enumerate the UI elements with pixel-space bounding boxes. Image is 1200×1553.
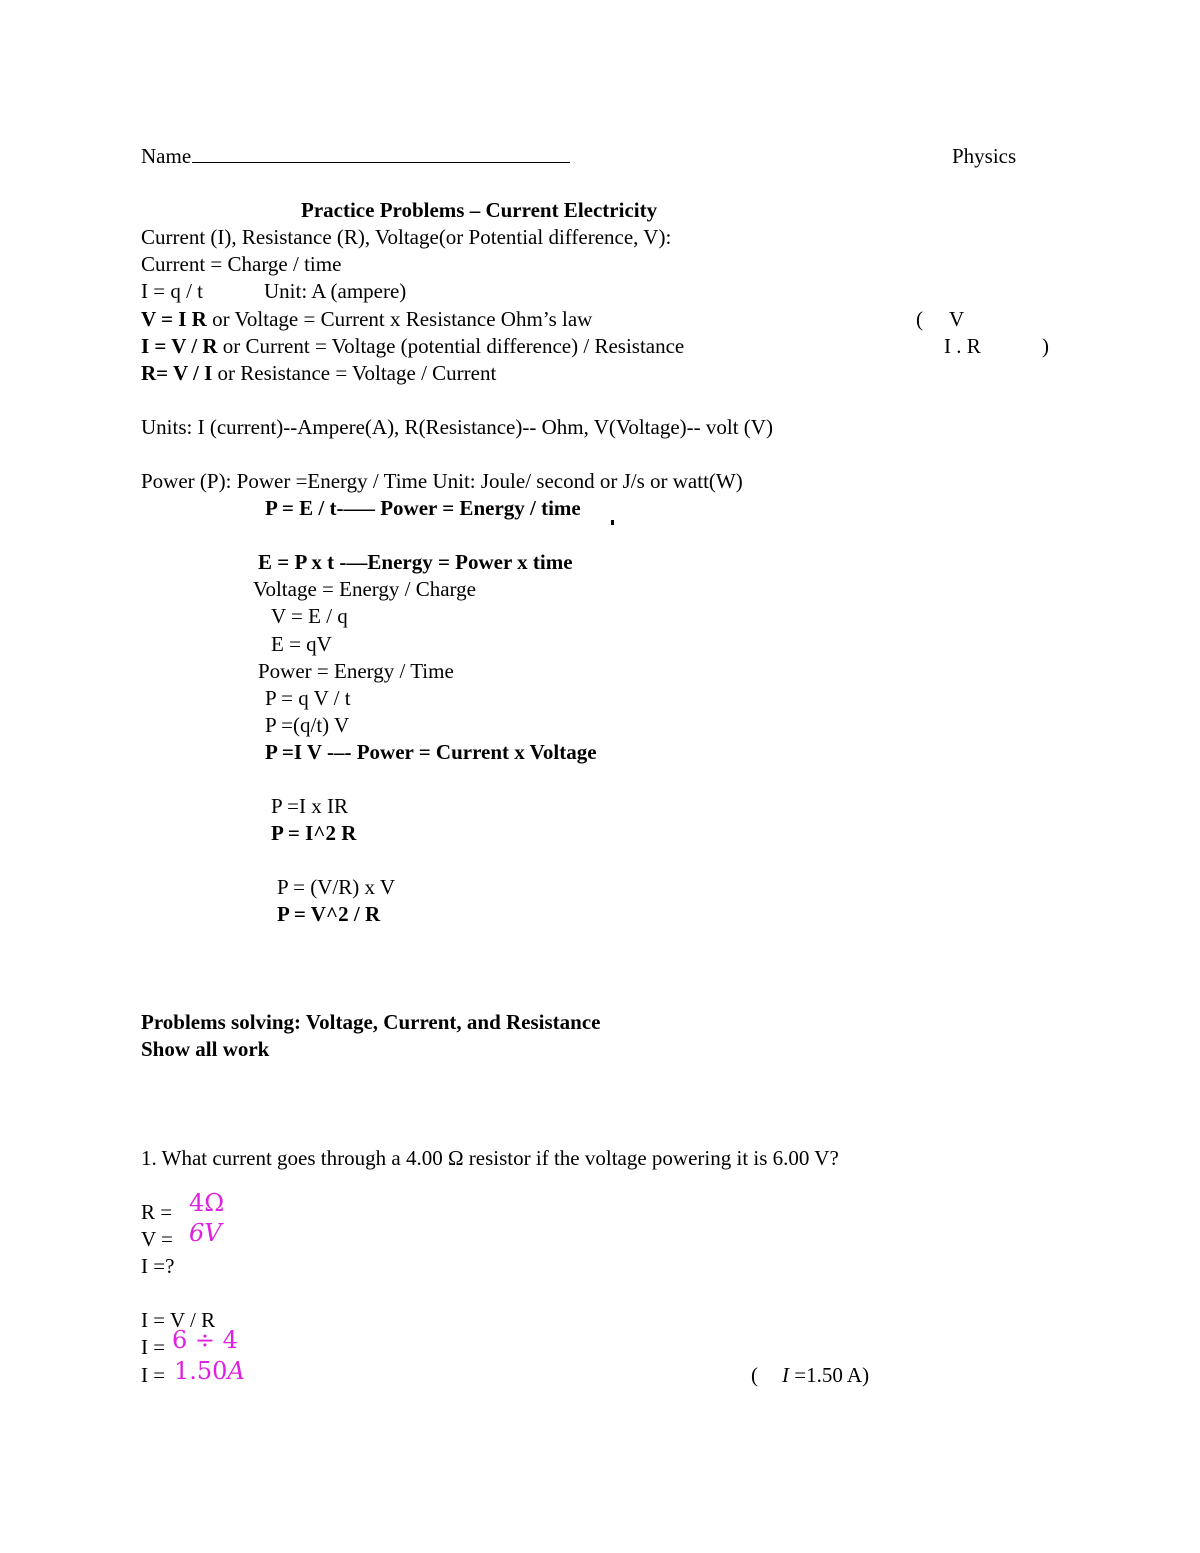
- power-formula-2: E = P x t -––Energy = Power x time: [258, 550, 573, 574]
- ohm-line-3: [141, 360, 496, 386]
- subject-label: Physics: [952, 144, 1017, 168]
- triangle-close-paren: ): [1042, 334, 1049, 358]
- power-formula-12: P = (V/R) x V: [277, 875, 396, 899]
- solution-formula: I = V / R: [141, 1308, 216, 1332]
- power-line-1: Power (P): Power =Energy / Time Unit: Joule/ second or J/s or watt(W): [141, 469, 743, 493]
- final-answer-var: I: [782, 1363, 789, 1387]
- ohm-formula-2: I = V / R: [141, 334, 218, 358]
- given-v-label: V =: [141, 1227, 173, 1251]
- ohm-desc-1: or Voltage = Current x Resistance Ohm’s law: [206, 307, 593, 331]
- result-unit: A: [227, 1357, 245, 1385]
- result-label: I =: [141, 1363, 166, 1387]
- given-v: [141, 1226, 173, 1252]
- ohm-formula-3: R= V / I: [141, 361, 213, 385]
- ohm-desc-2: or Current = Voltage (potential difference) / Resistance: [217, 334, 685, 358]
- intro-line-3a: I = q / t: [141, 279, 204, 303]
- units-line: Units: I (current)--Ampere(A), R(Resistance)-- Ohm, V(Voltage)-- volt (V): [141, 415, 773, 439]
- power-formula-4: V = E / q: [271, 604, 348, 628]
- power-formula-10: P =I x IR: [271, 794, 348, 818]
- triangle-bottom: I . R: [944, 334, 981, 358]
- unknown-i: I =?: [141, 1254, 175, 1278]
- result-number: 1.50: [174, 1357, 228, 1385]
- power-formula-3: Voltage = Energy / Charge: [253, 577, 476, 601]
- given-r-label: R =: [141, 1200, 173, 1224]
- given-v-value: 6V: [189, 1219, 222, 1247]
- substitution-value: 6 ÷ 4: [172, 1326, 238, 1354]
- section-heading: Problems solving: Voltage, Current, and Resistance: [141, 1010, 601, 1034]
- intro-line-1: Current (I), Resistance (R), Voltage(or Potential difference, V):: [141, 225, 672, 249]
- power-formula-1: P = E / t-––– Power = Energy / time: [265, 496, 581, 520]
- ohm-line-2: [141, 333, 684, 359]
- given-r-value: 4Ω: [189, 1189, 225, 1217]
- intro-line-2: Current = Charge / time: [141, 252, 342, 276]
- ohm-formula-1: V = I R: [141, 307, 207, 331]
- result-value: [174, 1358, 245, 1384]
- problem-1-question: 1. What current goes through a 4.00 Ω resistor if the voltage powering it is 6.00 V?: [141, 1146, 839, 1170]
- final-answer-open: (: [751, 1363, 758, 1387]
- ohm-line-1: [141, 306, 592, 332]
- given-r: [141, 1199, 172, 1225]
- section-subheading: Show all work: [141, 1037, 270, 1061]
- name-blank-line[interactable]: [192, 144, 570, 163]
- power-formula-13: P = V^2 / R: [277, 902, 381, 926]
- intro-line-3b: Unit: A (ampere): [264, 279, 407, 303]
- name-field: [141, 143, 570, 169]
- power-formula-7: P = q V / t: [265, 686, 351, 710]
- power-formula-11: P = I^2 R: [271, 821, 357, 845]
- name-label: Name: [141, 144, 192, 168]
- power-formula-5: E = qV: [271, 632, 332, 656]
- final-answer: [751, 1362, 869, 1388]
- triangle-top: V: [949, 307, 965, 331]
- page-title: Practice Problems – Current Electricity: [301, 198, 658, 222]
- triangle-open-paren: (: [916, 307, 923, 331]
- power-formula-9: P =I V -–- Power = Current x Voltage: [265, 740, 597, 764]
- power-formula-6: Power = Energy / Time: [258, 659, 454, 683]
- ohm-desc-3: or Resistance = Voltage / Current: [212, 361, 497, 385]
- substitution-label: I =: [141, 1335, 166, 1359]
- stray-mark: [611, 520, 614, 525]
- power-formula-8: P =(q/t) V: [265, 713, 350, 737]
- final-answer-rest: =1.50 A): [789, 1363, 870, 1387]
